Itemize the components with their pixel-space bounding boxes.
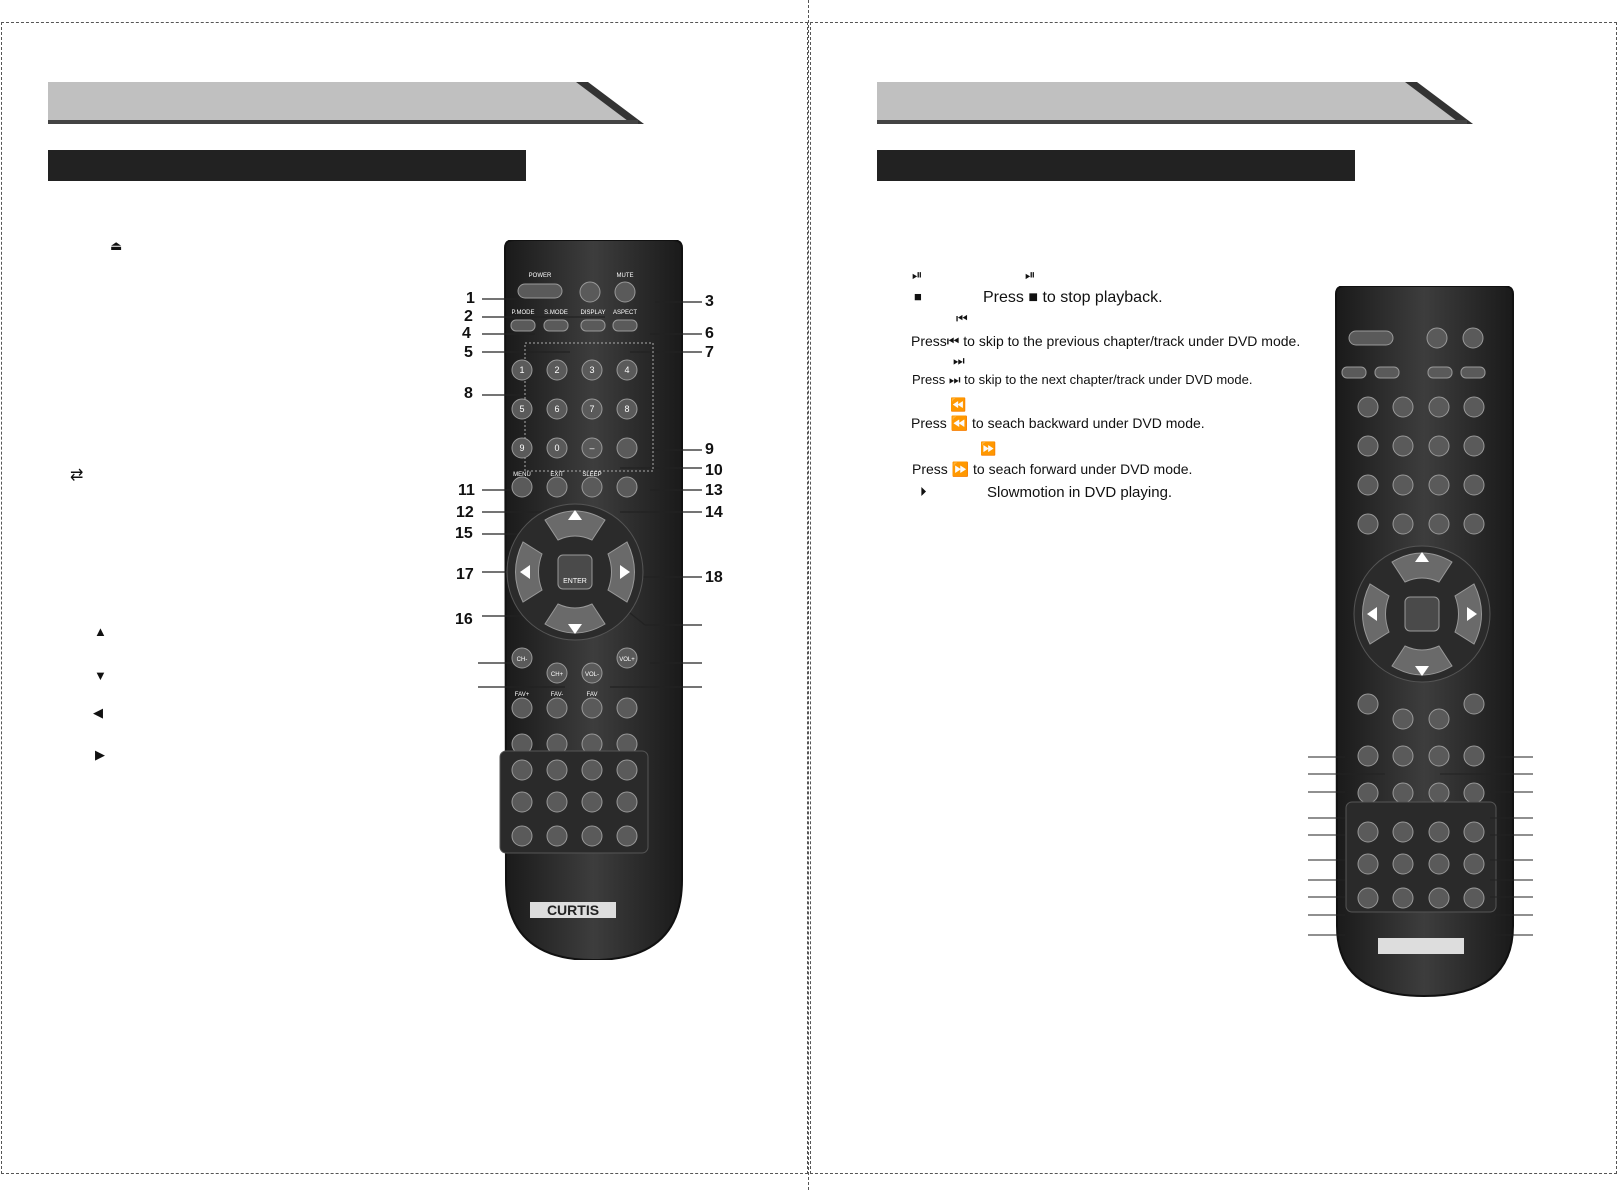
callout-15: 15 [455, 525, 473, 542]
slow-text: Slowmotion in DVD playing. [987, 484, 1173, 501]
down-arrow-icon: ▼ [94, 668, 107, 683]
digit-0: 0 [554, 443, 560, 453]
digit-6: 6 [554, 404, 560, 414]
right-callout-lines [1300, 740, 1540, 940]
right-section-bar [877, 150, 1355, 181]
left-section-bar [48, 150, 526, 181]
enter-label: ENTER [563, 578, 587, 585]
left-arrow-icon: ◀ [93, 705, 103, 720]
repeat-icon: ⇄ [70, 467, 84, 484]
next-icon: ⏭ [953, 353, 965, 368]
brand-logo: CURTIS [546, 902, 600, 918]
forward-text: Press ⏩ to seach forward under DVD mode. [912, 461, 1193, 477]
page-fold [808, 0, 809, 1190]
callout-8: 8 [464, 385, 473, 402]
right-header-banner [877, 82, 1473, 124]
play-pause-icon: ⏯ [912, 267, 923, 282]
left-remote-control [450, 240, 740, 960]
volm-label: VOL- [584, 672, 600, 678]
callout-1: 1 [466, 290, 475, 307]
chp-label: CH+ [550, 672, 564, 678]
callout-6: 6 [705, 325, 714, 342]
slow-icon: ⏵ [920, 484, 927, 499]
chm-label: CH- [516, 657, 528, 663]
fav-label: FAV [586, 692, 598, 698]
callout-13: 13 [705, 482, 723, 499]
favm-label: FAV- [550, 692, 564, 698]
callout-4: 4 [462, 325, 471, 342]
callout-17: 17 [456, 566, 474, 583]
callout-18: 18 [705, 569, 723, 586]
display-label: DISPLAY [580, 310, 606, 316]
dash-key: – [589, 443, 595, 453]
callout-12: 12 [456, 504, 474, 521]
digit-7: 7 [589, 404, 595, 414]
callout-9: 9 [705, 441, 714, 458]
callout-16: 16 [455, 611, 473, 628]
digit-4: 4 [624, 365, 630, 375]
power-label: POWER [528, 273, 552, 279]
menu-label: MENU [513, 472, 531, 478]
prev-icon: ⏮ [956, 311, 968, 326]
right-arrow-icon: ▶ [95, 747, 105, 762]
exit-label: EXIT [550, 472, 564, 478]
digit-1: 1 [519, 365, 525, 375]
rewind-icon: ⏪ [950, 397, 967, 412]
mute-label: MUTE [616, 273, 634, 279]
smode-label: S.MODE [544, 310, 568, 316]
digit-3: 3 [589, 365, 595, 375]
left-header-banner [48, 82, 644, 124]
up-arrow-icon: ▲ [94, 624, 107, 639]
prev-text: Press⏮ to skip to the previous chapter/track under DVD mode. [911, 333, 1301, 349]
sleep-label: SLEEP [582, 472, 602, 478]
stop-icon: ■ [914, 289, 922, 304]
callout-5: 5 [464, 344, 473, 361]
callout-10: 10 [705, 462, 723, 479]
callout-11: 11 [458, 482, 475, 499]
eject-icon: ⏏ [110, 238, 123, 253]
rewind-text: Press ⏪ to seach backward under DVD mode. [911, 415, 1205, 431]
digit-8: 8 [624, 404, 630, 414]
volp-label: VOL+ [619, 657, 635, 663]
digit-2: 2 [554, 365, 560, 375]
pmode-label: P.MODE [511, 310, 535, 316]
aspect-label: ASPECT [612, 310, 638, 316]
callout-2: 2 [464, 308, 473, 325]
digit-5: 5 [519, 404, 525, 414]
stop-text: Press ■ to stop playback. [983, 289, 1163, 306]
play-pause-icon-2: ⏯ [1025, 267, 1036, 282]
callout-7: 7 [705, 344, 714, 361]
forward-icon: ⏩ [980, 441, 997, 456]
next-text: Press ⏭ to skip to the next chapter/track under DVD mode. [912, 372, 1253, 387]
favp-label: FAV+ [514, 692, 530, 698]
digit-9: 9 [519, 443, 525, 453]
callout-3: 3 [705, 293, 714, 310]
callout-14: 14 [705, 504, 723, 521]
